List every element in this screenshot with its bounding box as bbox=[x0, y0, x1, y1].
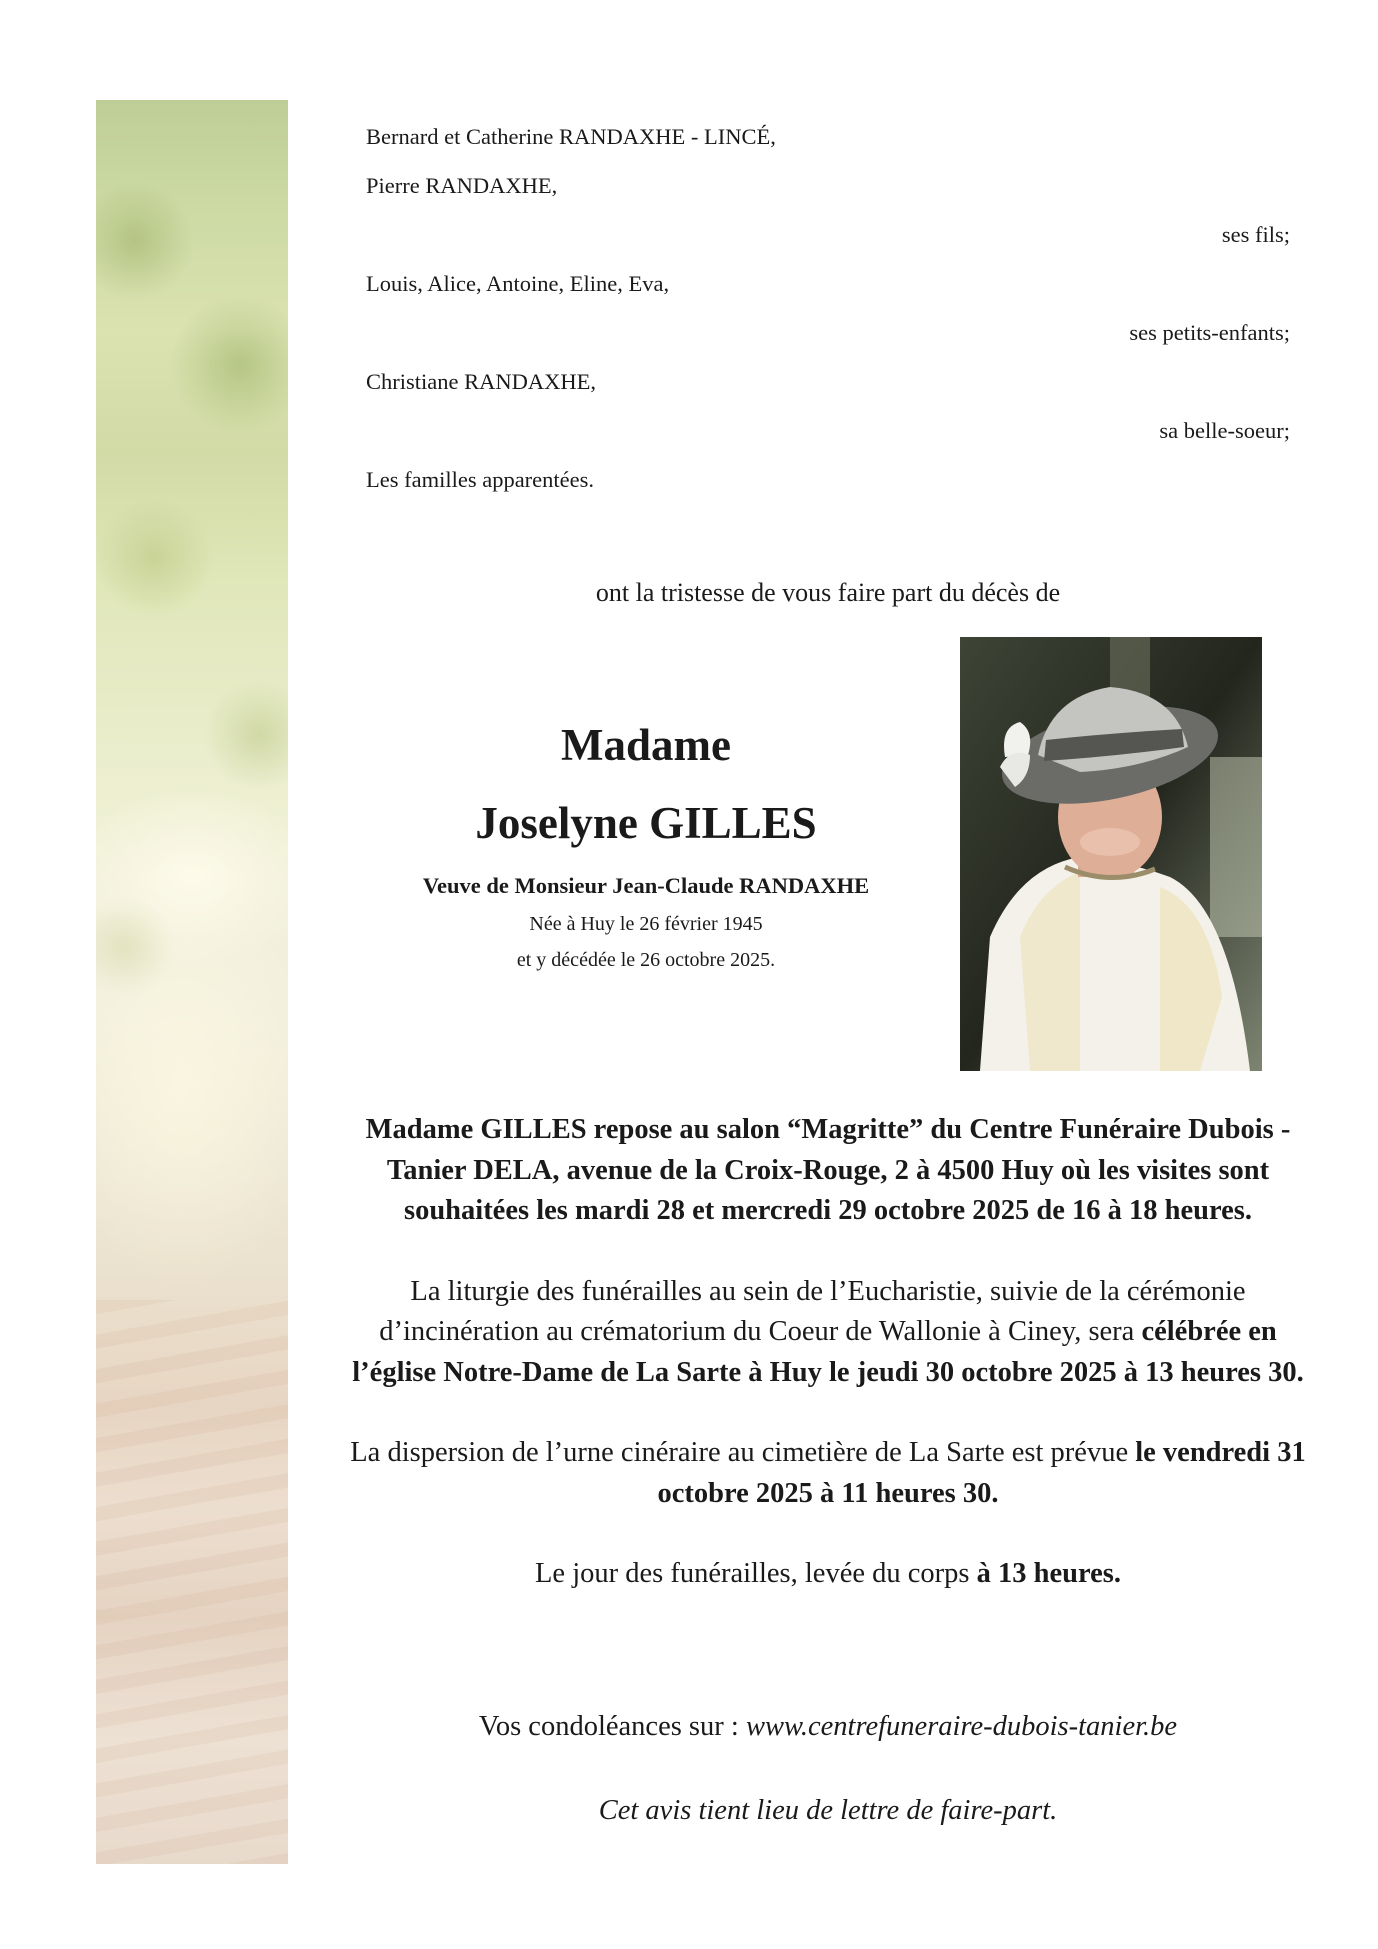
liturgy-emphasis: célébrée en l’église Notre-Dame de La Sarte à Huy le jeudi 30 octobre 2025 à 13 heures 30. bbox=[352, 1316, 1304, 1388]
death-line: et y décédée le 26 octobre 2025. bbox=[516, 949, 776, 971]
condolences-line bbox=[340, 1711, 1316, 1743]
deceased-block bbox=[366, 715, 926, 971]
announcement-intro: ont la tristesse de vous faire part du décès de bbox=[595, 578, 1061, 607]
family-line-2: Pierre RANDAXHE, bbox=[366, 173, 558, 198]
liturgy-text: La liturgie des funérailles au sein de l’Eucharistie, suivie de la cérémonie d’incinération au crématorium du Coeur de Wallonie à Ciney, sera bbox=[379, 1275, 1246, 1347]
portrait-illustration bbox=[960, 637, 1262, 1071]
dispersion-emphasis: le vendredi 31 octobre 2025 à 11 heures 30. bbox=[657, 1437, 1306, 1509]
birth-line: Née à Huy le 26 février 1945 bbox=[529, 913, 763, 935]
dispersion-info bbox=[340, 1433, 1316, 1514]
relatives-line: Les familles apparentées. bbox=[366, 467, 595, 492]
forest-path-photo bbox=[96, 100, 288, 1864]
family-line-1: Bernard et Catherine RANDAXHE - LINCÉ, bbox=[366, 124, 776, 149]
portrait-photo bbox=[960, 637, 1262, 1071]
role-grandchildren: ses petits-enfants; bbox=[1129, 320, 1290, 345]
footer-note: Cet avis tient lieu de lettre de faire-part. bbox=[598, 1795, 1058, 1826]
family-list bbox=[366, 112, 1290, 504]
deceased-name: Joselyne GILLES bbox=[475, 798, 817, 848]
condolences-label: Vos condoléances sur : bbox=[478, 1711, 746, 1742]
dispersion-text: La dispersion de l’urne cinéraire au cimetière de La Sarte est prévue bbox=[350, 1437, 1136, 1468]
liturgy-info bbox=[340, 1272, 1316, 1394]
levee-info bbox=[340, 1554, 1316, 1595]
levee-emphasis: à 13 heures. bbox=[976, 1558, 1121, 1589]
funeral-details bbox=[340, 1110, 1316, 1635]
path-overlay bbox=[96, 1300, 288, 1864]
levee-text: Le jour des funérailles, levée du corps bbox=[535, 1558, 977, 1589]
sister-in-law-name: Christiane RANDAXHE, bbox=[366, 369, 596, 394]
condolences-link[interactable]: www.centrefuneraire-dubois-tanier.be bbox=[745, 1711, 1178, 1742]
grandchildren-names: Louis, Alice, Antoine, Eline, Eva, bbox=[366, 271, 670, 296]
role-sons: ses fils; bbox=[1221, 222, 1290, 247]
role-sister-in-law: sa belle-soeur; bbox=[1159, 418, 1290, 443]
widow-of: Veuve de Monsieur Jean-Claude RANDAXHE bbox=[422, 873, 870, 898]
deceased-title: Madame bbox=[561, 720, 731, 770]
visitation-info: Madame GILLES repose au salon “Magritte” du Centre Funéraire Dubois -Tanier DELA, avenue de la Croix-Rouge, 2 à 4500 Huy où les visites sont souhaitées les mardi 28 et mercredi 29 octobre 2025 de 16 à 18 heures. bbox=[365, 1114, 1291, 1226]
